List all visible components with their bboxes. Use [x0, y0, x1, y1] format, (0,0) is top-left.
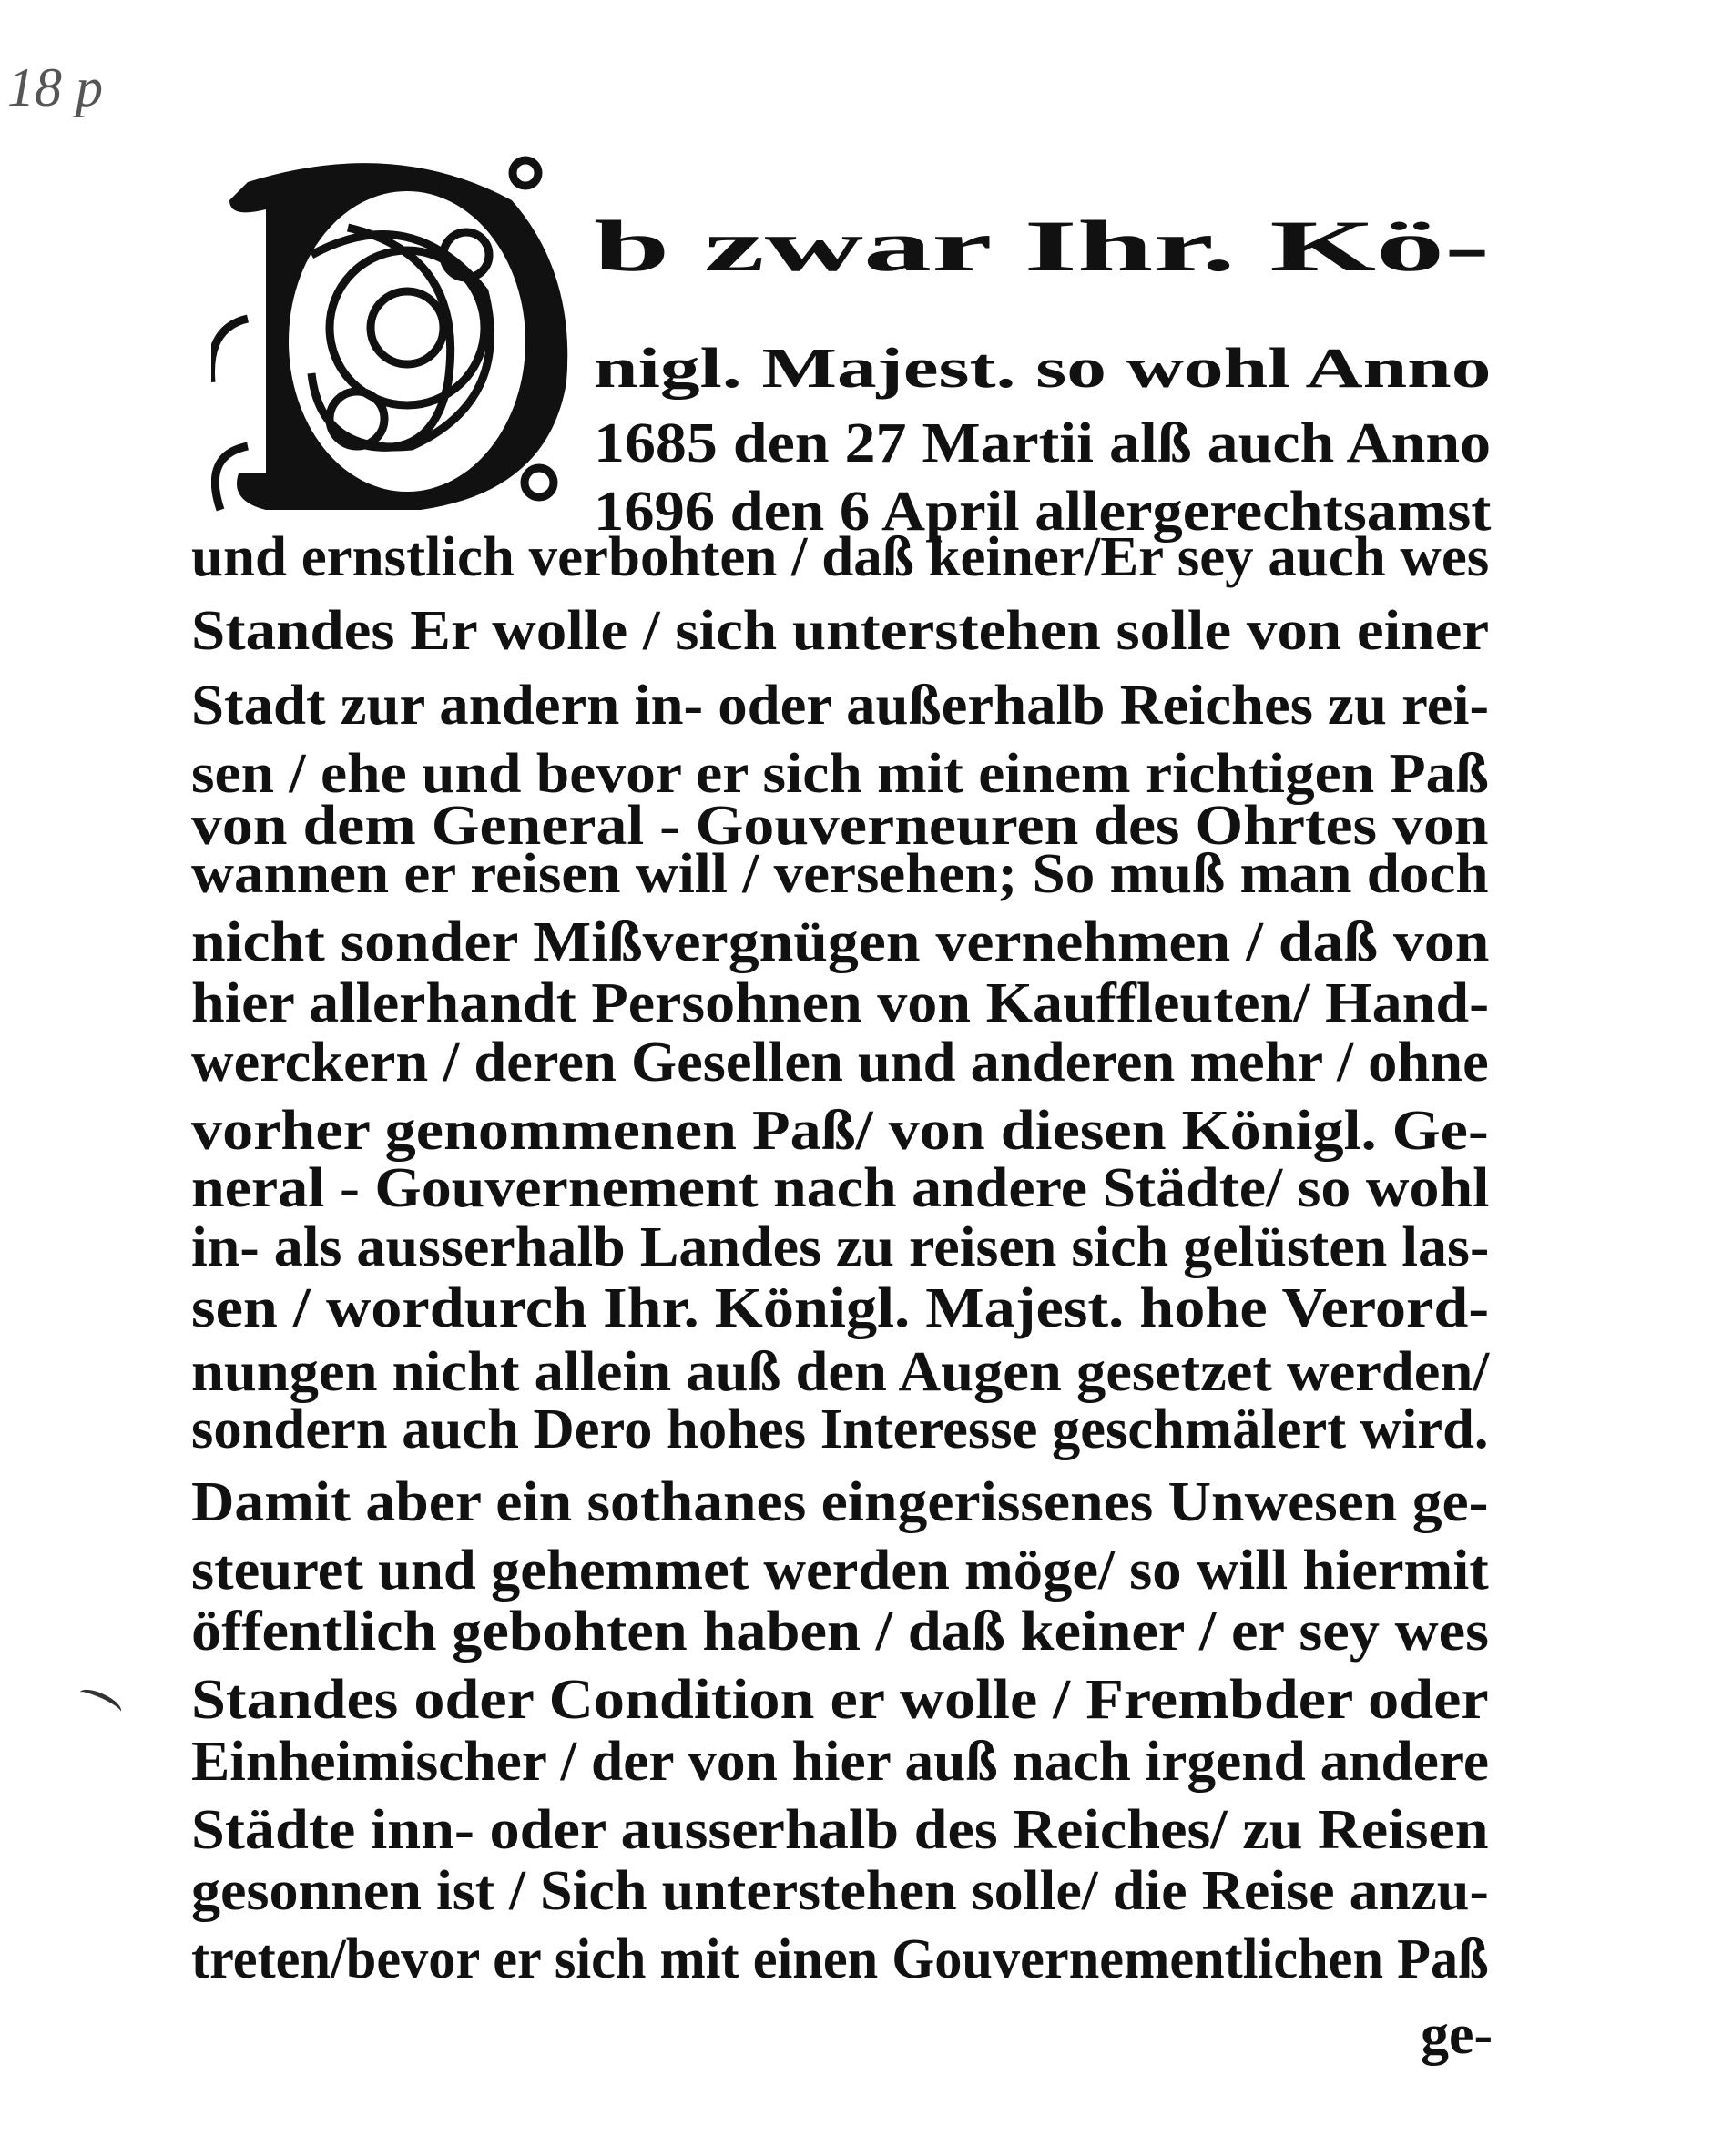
text-line: hier allerhandt Persohnen von Kauffleuten/ Hand-	[191, 972, 1490, 1034]
text-line: sen / ehe und bevor er sich mit einem richtigen Paß	[191, 743, 1489, 805]
ornamental-drop-cap	[211, 146, 576, 528]
text-line: sondern auch Dero hohes Interesse geschmälert wird.	[191, 1398, 1489, 1460]
margin-mark	[76, 1684, 124, 1719]
text-line: öffentlich gebohten haben / daß keiner / er sey wes	[191, 1601, 1490, 1663]
text-line: wannen er reisen will / versehen; So muß man doch	[191, 843, 1489, 905]
text-line: vorher genommenen Paß/ von diesen Königl. Ge-	[191, 1100, 1489, 1162]
header-line: b zwar Ihr. Kö-	[594, 207, 1491, 287]
text-line: nungen nicht allein auß den Augen gesetzet werden/	[191, 1341, 1490, 1403]
text-line: gesonnen ist / Sich unterstehen solle/ die Reise anzu-	[191, 1860, 1489, 1922]
header-line: nigl. Majest. so wohl Anno	[594, 338, 1492, 400]
text-line: Standes oder Condition er wolle / Frembder oder	[191, 1669, 1489, 1731]
text-line: sen / wordurch Ihr. Königl. Majest. hohe Verord-	[191, 1277, 1490, 1339]
text-line: Städte inn- oder ausserhalb des Reiches/ zu Reisen	[191, 1799, 1489, 1861]
text-line: in- als ausserhalb Landes zu reisen sich gelüsten las-	[191, 1216, 1490, 1278]
text-line: Standes Er wolle / sich unterstehen solle von einer	[191, 600, 1490, 662]
margin-note: 18 p	[7, 57, 103, 117]
text-line: treten/bevor er sich mit einen Gouvernementlichen Paß	[191, 1928, 1489, 1990]
text-line: und ernstlich verbohten / daß keiner/Er sey auch wes	[191, 526, 1490, 588]
text-line: werckern / deren Gesellen und anderen mehr / ohne	[191, 1032, 1489, 1093]
text-line: von dem General - Gouverneuren des Ohrtes von	[191, 795, 1489, 857]
text-line: Damit aber ein sothanes eingerissenes Unwesen ge-	[191, 1471, 1489, 1533]
header-line: 1685 den 27 Martii alß auch Anno	[594, 412, 1492, 474]
header-line: 1696 den 6 April allergerechtsamst	[594, 481, 1492, 543]
text-line: Stadt zur andern in- oder außerhalb Reiches zu rei-	[191, 675, 1490, 737]
text-line: nicht sonder Mißvergnügen vernehmen / daß von	[191, 911, 1490, 973]
text-line: neral - Gouvernement nach andere Städte/ so wohl	[191, 1157, 1490, 1219]
catchword: ge-	[1421, 2004, 1493, 2066]
text-line: Einheimischer / der von hier auß nach irgend andere	[191, 1731, 1490, 1793]
text-line: steuret und gehemmet werden möge/ so will hiermit	[191, 1540, 1489, 1602]
